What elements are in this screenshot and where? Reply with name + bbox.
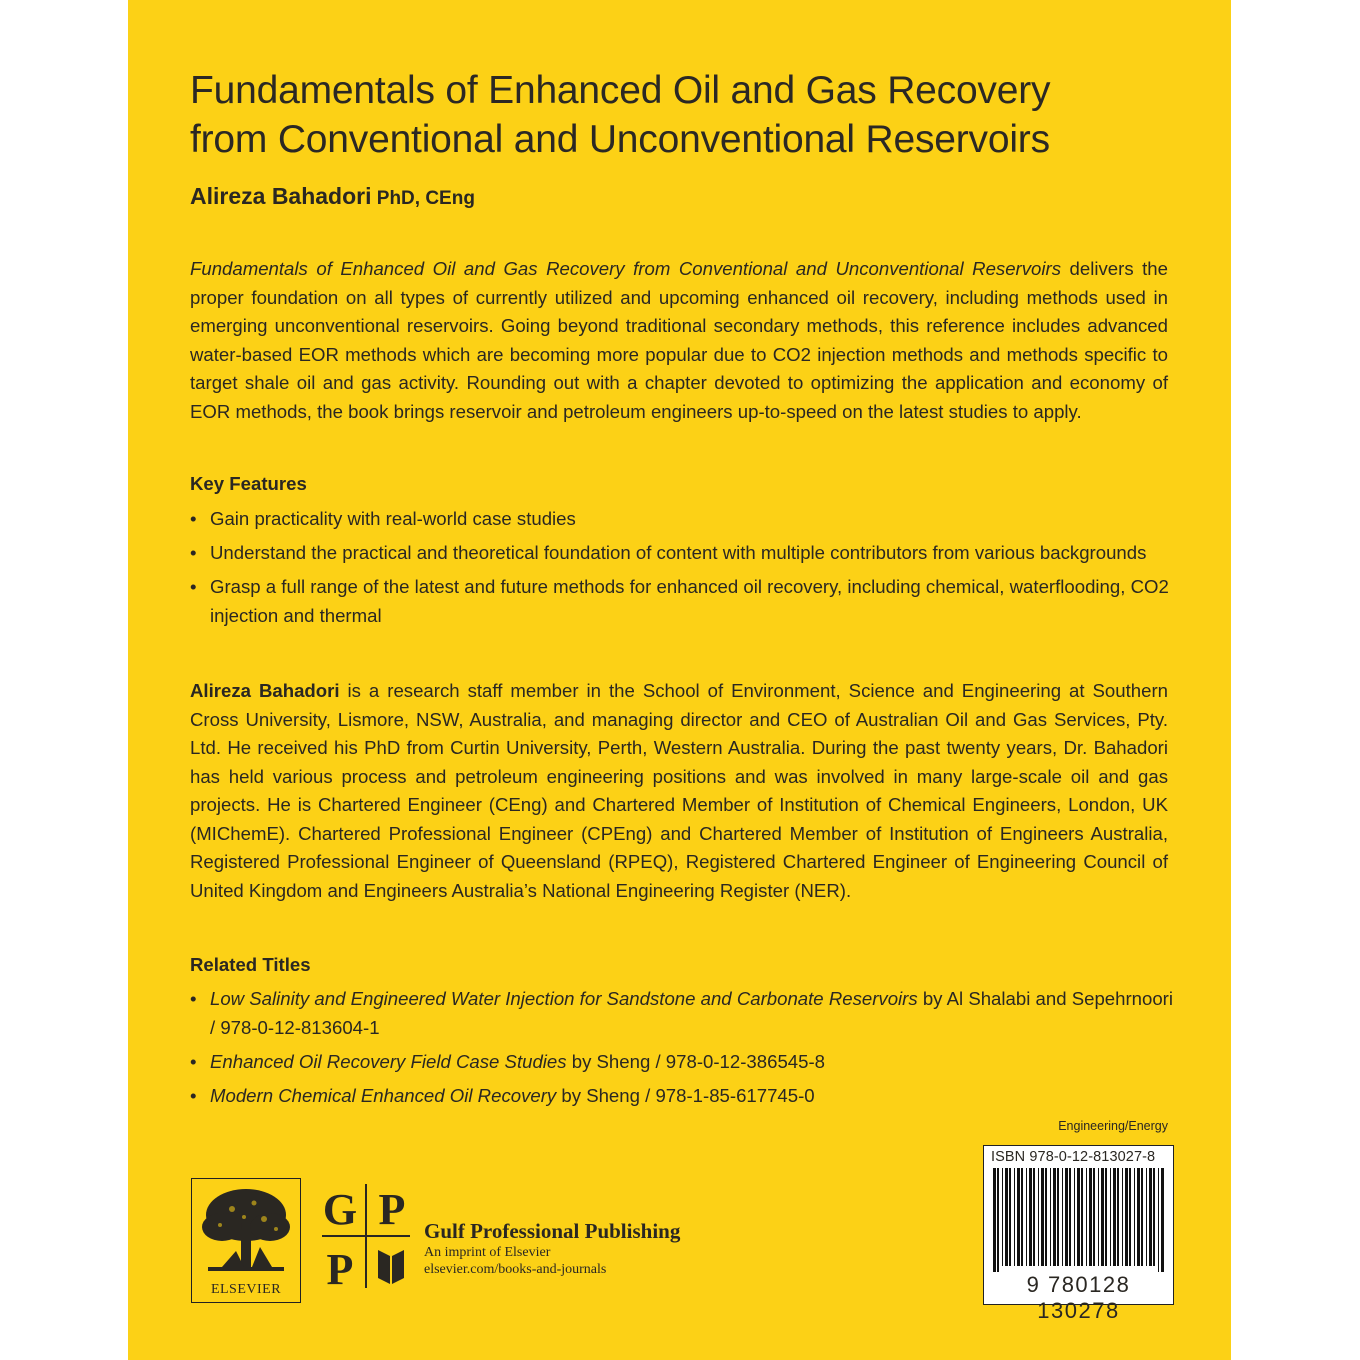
barcode-bar: [1050, 1168, 1051, 1266]
barcode-bar: [1053, 1168, 1056, 1266]
title-line-1: Fundamentals of Enhanced Oil and Gas Recovery: [190, 69, 1051, 112]
barcode-bar: [997, 1168, 999, 1272]
description-body: delivers the proper foundation on all types of currently utilized and upcoming enhanced oil recovery, including methods used in emerging unconventional reservoirs. Going beyond traditional secondary methods, this reference includes advanced water-based EOR methods which are becoming more popular due to CO2 injection methods and methods specific to target shale oil and gas activity. Rounding out with a chapter devoted to optimizing the application and economy of EOR methods, the book brings reservoir and petroleum engineers up-to-speed on the latest studies to apply.: [190, 258, 1168, 422]
key-feature-item: • Gain practicality with real-world case studies: [190, 505, 1180, 534]
gpp-letter-g: G: [322, 1185, 358, 1234]
barcode-bar: [1149, 1168, 1152, 1266]
barcode-bar: [1038, 1168, 1039, 1266]
barcode-bar: [1057, 1168, 1059, 1266]
barcode-bar: [1065, 1168, 1068, 1266]
publisher-name: Gulf Professional Publishing: [424, 1219, 681, 1243]
author-line: [190, 183, 475, 210]
bio-author-name: Alireza Bahadori: [190, 680, 340, 701]
barcode-bar: [1098, 1168, 1099, 1266]
barcode-bar: [1081, 1168, 1083, 1266]
author-bio-paragraph: [190, 677, 1168, 905]
barcode-bar: [1005, 1168, 1008, 1266]
barcode-bar: [1141, 1168, 1143, 1266]
key-features-list: [190, 505, 1180, 636]
elsevier-logo: [191, 1178, 301, 1303]
book-title: [190, 66, 1200, 164]
gpp-letter-p-top: P: [378, 1185, 406, 1234]
barcode-bar: [1029, 1168, 1032, 1266]
barcode-bars-icon: [991, 1168, 1166, 1272]
barcode-bar: [993, 1168, 996, 1272]
related-title-item: • Modern Chemical Enhanced Oil Recovery by Sheng / 978-1-85-617745-0: [190, 1082, 1180, 1111]
barcode-bar: [1033, 1168, 1035, 1266]
related-titles-list: [190, 985, 1180, 1116]
barcode-bar: [1134, 1168, 1135, 1266]
barcode-bar: [1026, 1168, 1027, 1266]
tree-of-knowledge-icon: [192, 1181, 300, 1281]
bullet-icon: •: [190, 508, 197, 529]
barcode-bar: [1002, 1168, 1003, 1266]
subject-category: Engineering/Energy: [1058, 1119, 1168, 1133]
description-book-title: Fundamentals of Enhanced Oil and Gas Recovery from Conventional and Unconventional Reservoirs: [190, 258, 1062, 279]
barcode-bar: [1089, 1168, 1092, 1266]
barcode-bar: [1113, 1168, 1116, 1266]
title-line-2: from Conventional and Unconventional Reservoirs: [190, 118, 1050, 161]
publisher-url: elsevier.com/books-and-journals: [424, 1262, 607, 1277]
bullet-icon: •: [190, 988, 197, 1009]
publisher-imprint: An imprint of Elsevier: [424, 1245, 551, 1260]
elsevier-wordmark: ELSEVIER: [210, 1282, 282, 1297]
barcode-bar: [1062, 1168, 1063, 1266]
barcode-bar: [1122, 1168, 1123, 1266]
description-paragraph: [190, 255, 1168, 426]
bullet-icon: •: [190, 1084, 197, 1106]
barcode-bar: [1093, 1168, 1095, 1266]
barcode-bar: [1110, 1168, 1111, 1266]
book-icon: [378, 1250, 404, 1284]
barcode-bar: [1086, 1168, 1087, 1266]
gpp-letter-p-bottom: P: [326, 1245, 354, 1292]
bullet-icon: •: [190, 1050, 197, 1072]
barcode-bar: [1074, 1168, 1075, 1266]
key-feature-item: • Grasp a full range of the latest and future methods for enhanced oil recovery, including chemical, waterflooding, CO2 injection and thermal: [190, 573, 1180, 630]
bullet-icon: •: [190, 576, 197, 597]
related-titles-heading: Related Titles: [190, 954, 311, 975]
isbn-label: ISBN 978-0-12-813027-8: [991, 1149, 1156, 1165]
barcode-bar: [1077, 1168, 1080, 1266]
key-features-heading: Key Features: [190, 473, 307, 494]
barcode-bar: [1105, 1168, 1107, 1266]
barcode-bar: [1137, 1168, 1140, 1266]
bullet-icon: •: [190, 542, 197, 563]
barcode-bar: [1017, 1168, 1020, 1266]
barcode-bar: [1014, 1168, 1015, 1266]
barcode-bar: [1041, 1168, 1044, 1266]
barcode-bar: [1158, 1168, 1159, 1272]
author-credentials: PhD, CEng: [371, 188, 475, 209]
isbn-barcode: [983, 1145, 1174, 1323]
related-title-item: • Low Salinity and Engineered Water Injection for Sandstone and Carbonate Reservoirs by Al Shalabi and Sepehrnoori / 978-0-12-813604-1: [190, 985, 1180, 1042]
ean-digits: 9 780128 130278: [1026, 1272, 1131, 1323]
barcode-bar: [1129, 1168, 1131, 1266]
barcode-bar: [1009, 1168, 1011, 1266]
barcode-bar: [1045, 1168, 1047, 1266]
barcode-bar: [1153, 1168, 1155, 1266]
barcode-bar: [1125, 1168, 1128, 1266]
bio-body: is a research staff member in the School of Environment, Science and Engineering at Southern Cross University, Lismore, NSW, Australia, and managing director and CEO of Australian Oil and Gas Services, Pty. Ltd. He received his PhD from Curtin University, Perth, Western Australia. During the past twenty years, Dr. Bahadori has held various process and petroleum engineering positions and was involved in many large-scale oil and gas projects. He is Chartered Engineer (CEng) and Chartered Member of Institution of Chemical Engineers, London, UK (MIChemE). Chartered Professional Engineer (CPEng) and Chartered Member of Institution of Engineers Australia, Registered Professional Engineer of Queensland (RPEQ), Registered Chartered Engineer of Engineering Council of United Kingdom and Engineers Australia’s National Engineering Register (NER).: [190, 680, 1168, 901]
barcode-bar: [1161, 1168, 1164, 1272]
barcode-bar: [1101, 1168, 1104, 1266]
barcode-bar: [1021, 1168, 1023, 1266]
gpp-monogram-icon: [318, 1180, 414, 1292]
barcode-bar: [1069, 1168, 1071, 1266]
author-name: Alireza Bahadori: [190, 183, 372, 209]
barcode-bar: [1146, 1168, 1147, 1266]
related-title-item: • Enhanced Oil Recovery Field Case Studies by Sheng / 978-0-12-386545-8: [190, 1048, 1180, 1077]
key-feature-item: • Understand the practical and theoretical foundation of content with multiple contributors from various backgrounds: [190, 539, 1180, 568]
barcode-bar: [1117, 1168, 1119, 1266]
